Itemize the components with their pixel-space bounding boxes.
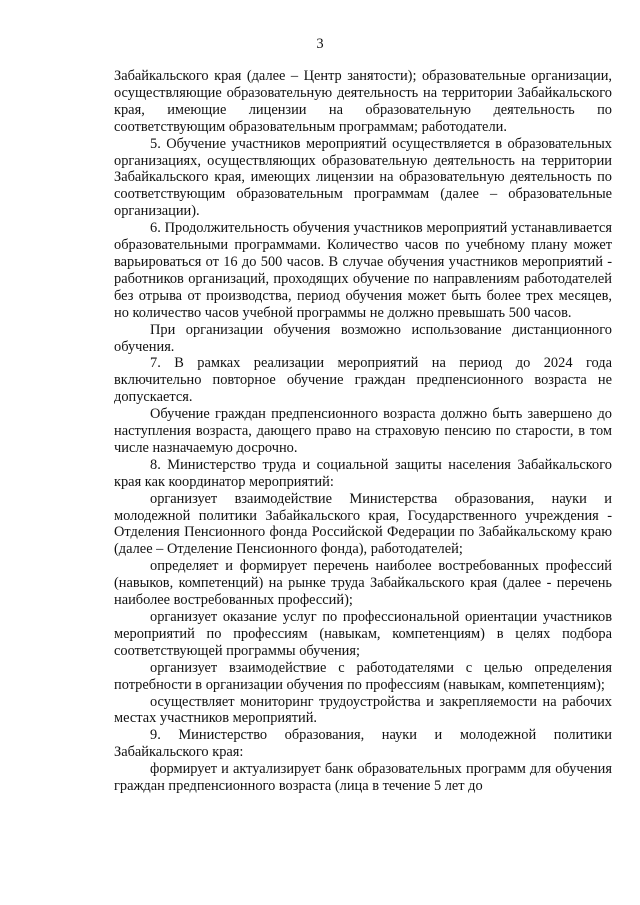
- paragraph: осуществляет мониторинг трудоустройства и закрепляемости на рабочих местах участников мероприятий.: [114, 693, 612, 727]
- paragraph: 9. Министерство образования, науки и молодежной политики Забайкальского края:: [114, 727, 612, 761]
- paragraph: формирует и актуализирует банк образовательных программ для обучения граждан предпенсионного возраста (лица в течение 5 лет до: [114, 761, 612, 795]
- page-number: 3: [316, 36, 324, 52]
- paragraph: Обучение граждан предпенсионного возраста должно быть завершено до наступления возраста, дающего право на страховую пенсию по старости, в том числе назначаемую досрочно.: [114, 406, 612, 456]
- paragraph: определяет и формирует перечень наиболее востребованных профессий (навыков, компетенций) на рынке труда Забайкальского края (далее - перечень наиболее востребованных профессий);: [114, 558, 612, 609]
- paragraph: 6. Продолжительность обучения участников мероприятий устанавливается образовательными программами. Количество часов по учебному плану может варьироваться от 16 до 500 часов. В случае обучения участников мероприятий - работников организаций, проходящих обучение по направлениям работодателей без отрыва от производства, период обучения может быть более трех месяцев, но количество часов учебной программы не должно превышать 500 часов.: [114, 220, 612, 321]
- paragraph: организует оказание услуг по профессиональной ориентации участников мероприятий по профессиям (навыкам, компетенциям) в целях подбора соответствующей программы обучения;: [114, 609, 612, 659]
- paragraph: 7. В рамках реализации мероприятий на период до 2024 года включительно повторное обучение граждан предпенсионного возраста не допускается.: [114, 355, 612, 406]
- paragraph: 8. Министерство труда и социальной защиты населения Забайкальского края как координатор мероприятий:: [114, 456, 612, 490]
- paragraph: При организации обучения возможно использование дистанционного обучения.: [114, 321, 612, 355]
- paragraph: Забайкальского края (далее – Центр занятости); образовательные организации, осуществляющие образовательную деятельность на территории Забайкальского края, имеющие лицензии на образовательную деятельность по соответствующим образовательным программам; работодатели.: [114, 68, 612, 135]
- paragraph: 5. Обучение участников мероприятий осуществляется в образовательных организациях, осуществляющих образовательную деятельность на территории Забайкальского края, имеющих лицензии на образовательную деятельность по соответствующим образовательным программам (далее – образовательные организации).: [114, 135, 612, 220]
- document-body: [114, 68, 612, 795]
- paragraph: организует взаимодействие с работодателями с целью определения потребности в организации обучения по профессиям (навыкам, компетенциям);: [114, 659, 612, 693]
- paragraph: организует взаимодействие Министерства образования, науки и молодежной политики Забайкальского края, Государственного учреждения - Отделения Пенсионного фонда Российской Федерации по Забайкальскому краю (далее – Отделение Пенсионного фонда), работодателей;: [114, 490, 612, 558]
